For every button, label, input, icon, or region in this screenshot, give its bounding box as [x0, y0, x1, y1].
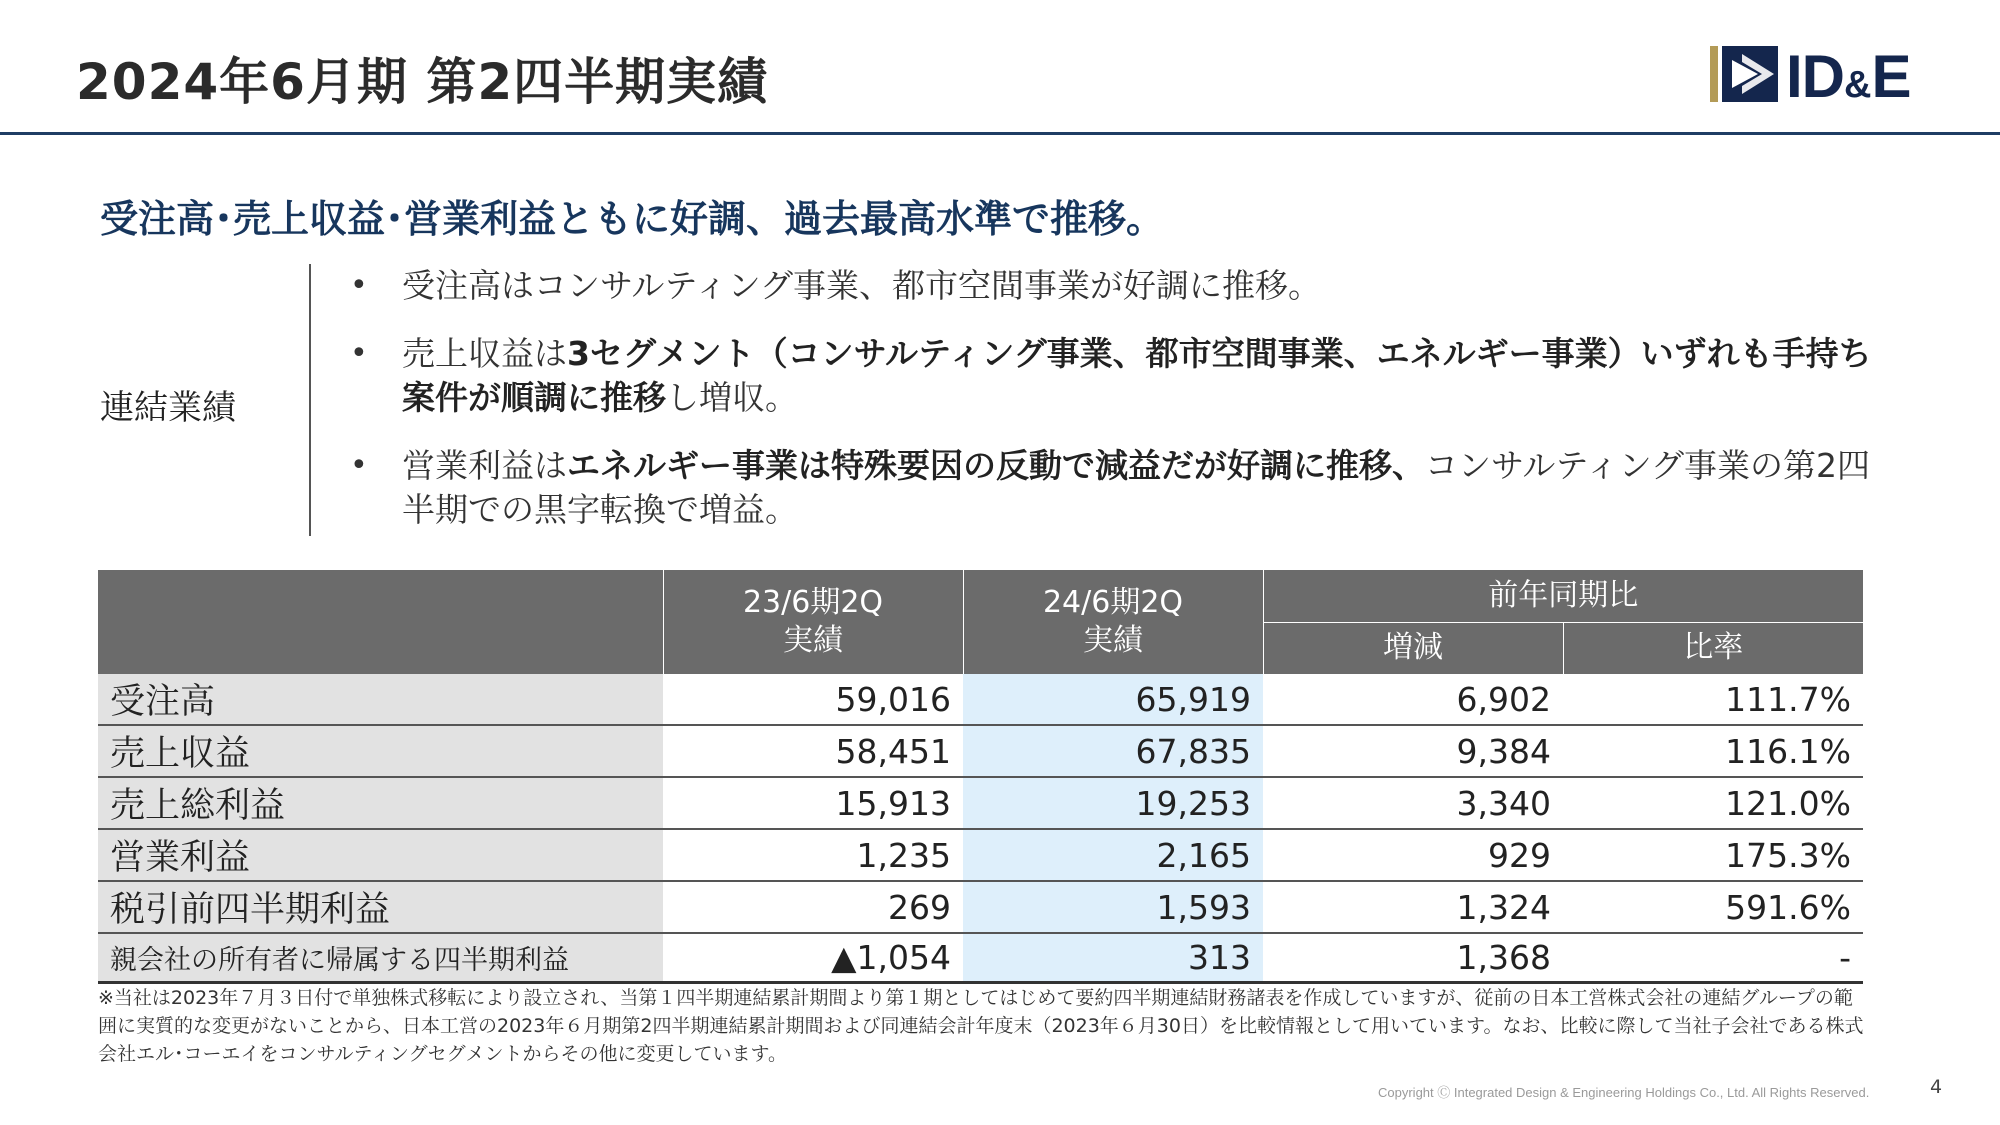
cell-diff: 1,324	[1263, 881, 1563, 933]
cell-prev: 58,451	[663, 725, 963, 777]
logo-wordmark: ID&E	[1786, 43, 1911, 110]
bullet-text-post: コンサルティング事業の第2四半期での黒字転換で増益。	[402, 446, 1871, 529]
bullet-text-bold: 3セグメント（コンサルティング事業、都市空間事業、エネルギー事業）いずれも手持ち案件が順調に推移	[402, 334, 1872, 417]
bullet-item	[350, 264, 1890, 308]
row-label: 売上総利益	[98, 777, 663, 829]
table-corner	[98, 570, 663, 674]
cell-curr: 67,835	[963, 725, 1263, 777]
cell-ratio: 591.6%	[1563, 881, 1863, 933]
cell-ratio: -	[1563, 933, 1863, 983]
footnote: ※当社は2023年７月３日付で単独株式移転により設立され、当第１四半期連結累計期間より第１期としてはじめて要約四半期連結財務諸表を作成していますが、従前の日本工営株式会社の連結グループの範囲に実質的な変更がないことから、日本工営の2023年６月期第2四半期連結累計期間および同連結会計年度末（2023年６月30日）を比較情報として用いています。なお、比較に際して当社子会社である株式会社エル･コーエイをコンサルティングセグメントからその他に変更しています。	[98, 987, 1864, 1065]
section-label: 連結業績	[100, 388, 236, 428]
cell-diff: 929	[1263, 829, 1563, 881]
bullet-dot: •	[350, 268, 368, 303]
table-row	[98, 933, 1863, 983]
headline: 受注高･売上収益･営業利益ともに好調、過去最高水準で推移。	[100, 197, 1165, 241]
cell-ratio: 175.3%	[1563, 829, 1863, 881]
table-row	[98, 829, 1863, 881]
cell-prev: 59,016	[663, 674, 963, 725]
cell-diff: 6,902	[1263, 674, 1563, 725]
cell-curr: 19,253	[963, 777, 1263, 829]
header-rule	[0, 132, 2000, 135]
vertical-divider	[309, 264, 311, 536]
col-header-yoy: 前年同期比	[1263, 570, 1863, 622]
row-label: 受注高	[98, 674, 663, 725]
cell-prev: 15,913	[663, 777, 963, 829]
bullet-text-bold: エネルギー事業は特殊要因の反動で減益だが好調に推移、	[567, 446, 1425, 485]
cell-ratio: 111.7%	[1563, 674, 1863, 725]
cell-prev: ▲1,054	[663, 933, 963, 983]
bullet-list	[350, 264, 1890, 556]
col-header-prev: 23/6期2Q 実績	[663, 570, 963, 674]
table-row	[98, 881, 1863, 933]
bullet-dot: •	[350, 448, 368, 483]
company-logo	[1710, 43, 1936, 110]
cell-curr: 2,165	[963, 829, 1263, 881]
row-label: 営業利益	[98, 829, 663, 881]
cell-prev: 1,235	[663, 829, 963, 881]
cell-curr: 65,919	[963, 674, 1263, 725]
logo-flag-icon	[1722, 46, 1778, 102]
col-header-diff: 増減	[1263, 622, 1563, 674]
table-row	[98, 725, 1863, 777]
bullet-text-pre: 営業利益は	[402, 446, 567, 485]
bullet-text: 受注高はコンサルティング事業、都市空間事業が好調に推移。	[402, 266, 1322, 305]
table-row	[98, 674, 1863, 725]
cell-curr: 313	[963, 933, 1263, 983]
cell-ratio: 121.0%	[1563, 777, 1863, 829]
cell-ratio: 116.1%	[1563, 725, 1863, 777]
bullet-item	[350, 332, 1890, 420]
row-label: 売上収益	[98, 725, 663, 777]
col-header-ratio: 比率	[1563, 622, 1863, 674]
col-header-curr: 24/6期2Q 実績	[963, 570, 1263, 674]
cell-prev: 269	[663, 881, 963, 933]
page-number: 4	[1930, 1076, 1943, 1098]
cell-diff: 1,368	[1263, 933, 1563, 983]
results-table	[98, 570, 1863, 984]
table-row	[98, 777, 1863, 829]
row-label: 税引前四半期利益	[98, 881, 663, 933]
bullet-text-pre: 売上収益は	[402, 334, 567, 373]
cell-diff: 3,340	[1263, 777, 1563, 829]
copyright: Copyright Ⓒ Integrated Design & Engineering Holdings Co., Ltd. All Rights Reserved.	[1378, 1085, 1870, 1100]
cell-curr: 1,593	[963, 881, 1263, 933]
cell-diff: 9,384	[1263, 725, 1563, 777]
bullet-dot: •	[350, 336, 368, 371]
logo-gold-bar	[1710, 46, 1718, 102]
row-label: 親会社の所有者に帰属する四半期利益	[98, 933, 663, 983]
page-title: 2024年6月期 第2四半期実績	[76, 53, 769, 111]
bullet-text-post: し増収。	[666, 378, 798, 417]
bullet-item	[350, 444, 1890, 532]
